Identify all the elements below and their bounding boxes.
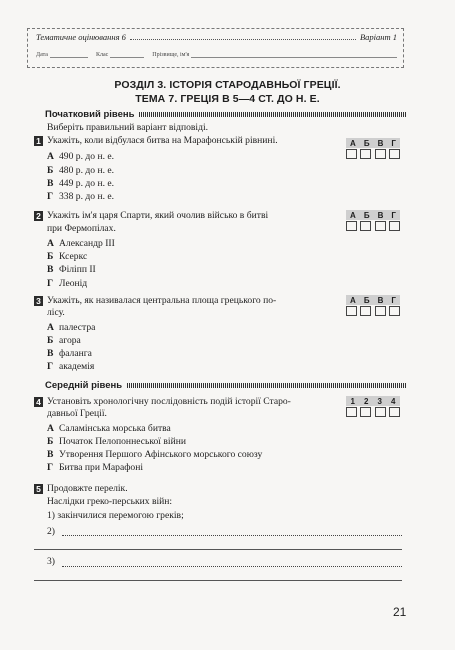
question-5-item-1: 1) закінчилися перемогою греків; [47, 510, 184, 521]
answer-cell[interactable] [346, 221, 357, 231]
q1-option-b: Б 480 р. до н. е. [47, 165, 115, 176]
header-title-row [36, 32, 397, 42]
class-label: Клас [95, 52, 109, 58]
answer-cell[interactable] [375, 306, 386, 316]
q2-option-d: Г Леонід [47, 278, 88, 289]
level-initial [45, 109, 407, 120]
topic-title: ТЕМА 7. ГРЕЦІЯ В 5—4 СТ. ДО Н. Е. [135, 93, 320, 105]
q2-option-b: Б Ксеркс [47, 251, 88, 262]
answer-line-2[interactable] [62, 535, 402, 536]
level-initial-label: Початковий рівень [45, 109, 135, 120]
q4-option-b: Б Початок Пелопоннеської війни [47, 436, 186, 447]
question-number-3: 3 [34, 296, 43, 306]
test-title: Тематичне оцінювання 6 [36, 32, 126, 42]
answer-line-3b[interactable] [34, 580, 402, 581]
question-number-5: 5 [34, 484, 43, 494]
question-5-item-2: 2) [47, 526, 55, 537]
name-line [191, 51, 397, 58]
question-5-line-1: Продовжте перелік. [47, 483, 128, 494]
answer-cell[interactable] [360, 306, 371, 316]
class-field[interactable] [96, 51, 144, 58]
answer-cell[interactable] [346, 149, 357, 159]
question-2-line-1: Укажіть ім'я царя Спарти, який очолив військо в битві [47, 210, 269, 221]
answer-cell[interactable] [346, 306, 357, 316]
q2-option-c: В Філіпп ІІ [47, 264, 96, 275]
answer-cell[interactable] [360, 149, 371, 159]
q4-option-a: А Саламінська морська битва [47, 423, 171, 434]
q4-option-c: В Утворення Першого Афінського морського союзу [47, 449, 263, 460]
q3-option-d: Г академія [47, 361, 95, 372]
question-3-line-2: лісу. [47, 307, 65, 318]
date-label: Дата [36, 52, 48, 58]
answer-cell[interactable] [360, 221, 371, 231]
q1-option-d: Г 338 р. до н. е. [47, 191, 115, 202]
question-number-1: 1 [34, 136, 43, 146]
answer-grid-header: А Б В Г [346, 210, 400, 220]
answer-grid-2 [346, 210, 400, 231]
header-dotted-line [130, 32, 356, 40]
answer-grid-3 [346, 295, 400, 316]
q2-option-a: А Александр ІІІ [47, 238, 115, 249]
question-5-item-3: 3) [47, 556, 55, 567]
answer-grid-header: А Б В Г [346, 295, 400, 305]
answer-line-2b[interactable] [34, 549, 402, 550]
date-line [50, 51, 88, 58]
answer-cell[interactable] [375, 149, 386, 159]
question-4-line-2: давньої Греції. [47, 408, 107, 419]
answer-grid-4 [346, 396, 400, 417]
answer-cell[interactable] [360, 407, 371, 417]
question-1-text: Укажіть, коли відбулася битва на Марафонській рівнині. [47, 135, 278, 146]
answer-line-3[interactable] [62, 566, 402, 567]
header-box [27, 28, 404, 68]
answer-grid-header: 1 2 3 4 [346, 396, 400, 406]
section-title: РОЗДІЛ 3. ІСТОРІЯ СТАРОДАВНЬОЇ ГРЕЦІЇ. [114, 79, 341, 91]
answer-cell[interactable] [375, 407, 386, 417]
name-field[interactable] [152, 51, 397, 58]
variant-label: Варіант 1 [359, 32, 397, 42]
date-field[interactable] [36, 51, 88, 58]
question-4-line-1: Установіть хронологічну послідовність подій історії Старо- [47, 396, 291, 407]
question-2-line-2: при Фермопілах. [47, 223, 116, 234]
question-3-line-1: Укажіть, як називалася центральна площа грецького по- [47, 295, 277, 306]
level-bar [127, 383, 407, 388]
q3-option-b: Б агора [47, 335, 81, 346]
answer-grid-header: А Б В Г [346, 138, 400, 148]
level-middle-label: Середній рівень [45, 380, 123, 391]
answer-cell[interactable] [346, 407, 357, 417]
answer-cell[interactable] [389, 221, 400, 231]
question-5-line-2: Наслідки греко-перських війн: [47, 496, 173, 507]
q3-option-a: А палестра [47, 322, 96, 333]
level-middle [45, 380, 407, 391]
answer-cell[interactable] [375, 221, 386, 231]
name-label: Прізвище, ім'я [152, 52, 190, 58]
answer-cell[interactable] [389, 149, 400, 159]
level-bar [139, 112, 407, 117]
question-number-2: 2 [34, 211, 43, 221]
answer-cell[interactable] [389, 407, 400, 417]
instruction: Виберіть правильний варіант відповіді. [47, 122, 209, 133]
q3-option-c: В фаланга [47, 348, 92, 359]
answer-cell[interactable] [389, 306, 400, 316]
class-line [110, 51, 144, 58]
q1-option-c: В 449 р. до н. е. [47, 178, 115, 189]
q1-option-a: А 490 р. до н. е. [47, 151, 115, 162]
question-number-4: 4 [34, 397, 43, 407]
header-fields-row [36, 51, 397, 58]
page-number: 21 [393, 605, 407, 619]
answer-grid-1 [346, 138, 400, 159]
q4-option-d: Г Битва при Марафоні [47, 462, 144, 473]
